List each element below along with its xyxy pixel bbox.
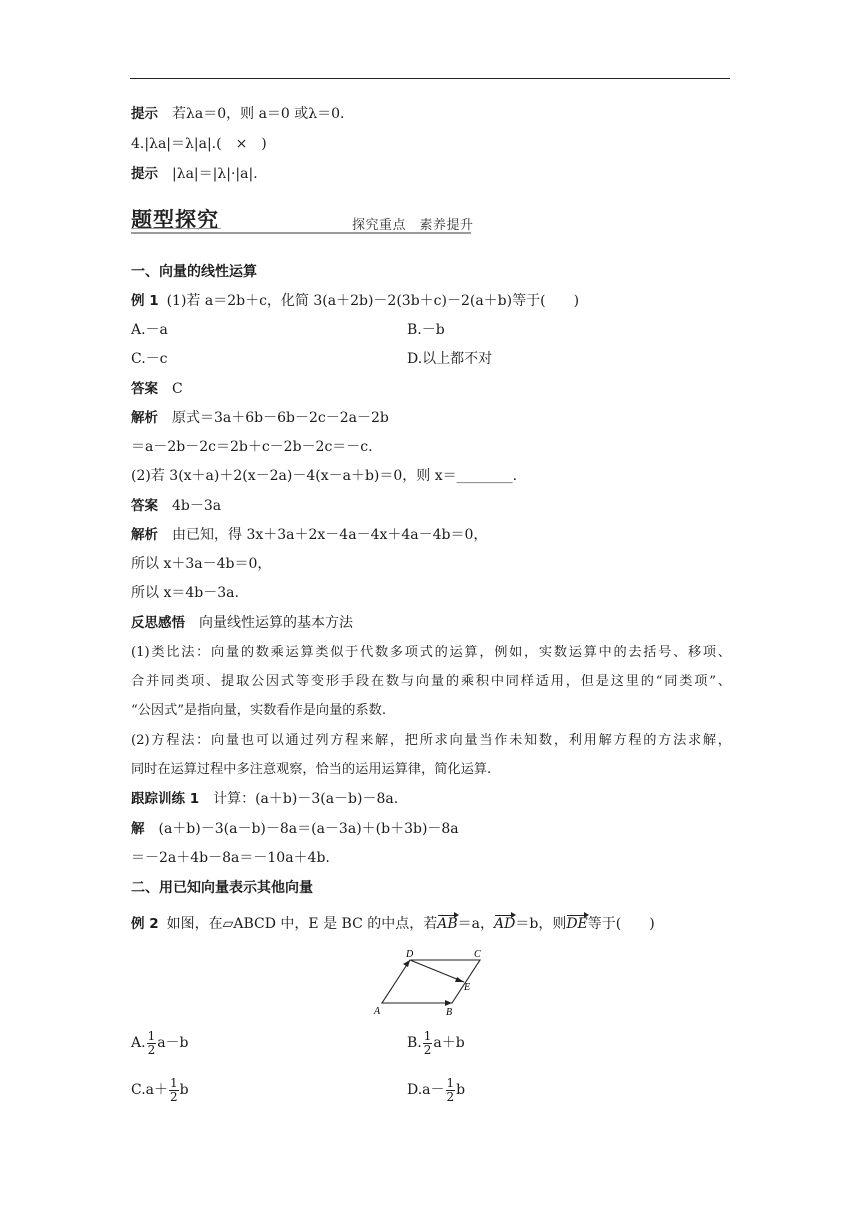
- analysis-line-2: ＝a－2b－2c＝2b＋c－2b－2c＝－c.: [131, 439, 373, 455]
- option-d: D.以上都不对: [407, 351, 493, 367]
- option-a: A.－a: [131, 322, 168, 338]
- point-label-d: D: [406, 949, 414, 960]
- arrow-ab: [445, 1000, 452, 1006]
- option-rest: a＋b: [433, 1035, 465, 1051]
- fraction-half: [423, 1030, 433, 1057]
- option-rest: b: [179, 1082, 189, 1098]
- segment-de: [410, 960, 464, 982]
- arrow-ad: [403, 960, 410, 967]
- numerator: 1: [446, 1075, 455, 1090]
- ex2-option-c: [131, 1076, 189, 1104]
- ex2-option-d: [407, 1076, 465, 1104]
- section-banner-subtitle: 探究重点 素养提升: [352, 218, 474, 233]
- option-prefix: A.: [131, 1035, 146, 1051]
- option-b: B.－b: [407, 322, 445, 338]
- hint-line-1: [131, 104, 345, 124]
- denominator: 2: [170, 1089, 178, 1104]
- hint-text: |λa|＝|λ|·|a|.: [172, 166, 258, 182]
- vector-ab: AB: [437, 916, 458, 932]
- question-part: ＝a，: [457, 916, 495, 932]
- banner-underline-short: [131, 228, 221, 229]
- analysis2-line-3: 所以 x＝4b－3a.: [131, 585, 239, 601]
- denominator: 2: [446, 1089, 455, 1104]
- reflection-heading: [131, 613, 353, 633]
- hint-line-2: [131, 164, 258, 184]
- answer-label: 答案: [131, 381, 158, 397]
- section-title-1: 一、向量的线性运算: [131, 264, 257, 280]
- answer-value: C: [172, 381, 183, 397]
- reflection-title: 向量线性运算的基本方法: [199, 615, 353, 631]
- solution-line-1: [131, 819, 459, 839]
- denominator: 2: [423, 1042, 432, 1057]
- answer-line-2: [131, 496, 221, 516]
- section-title-2: 二、用已知向量表示其他向量: [131, 880, 313, 896]
- hint-label: 提示: [131, 166, 158, 182]
- point-label-c: C: [474, 949, 481, 960]
- reflection-p1-line-3: “公因式”是指向量，实数看作是向量的系数.: [131, 703, 387, 718]
- point-label-b: B: [446, 1007, 453, 1018]
- analysis-label: 解析: [131, 410, 158, 426]
- question-text: (1)若 a＝2b＋c，化简 3(a＋2b)－2(3b＋c)－2(a＋b)等于( ): [166, 293, 580, 309]
- option-prefix: B.: [407, 1035, 422, 1051]
- analysis-label: 解析: [131, 527, 158, 543]
- question-part: 等于( ): [587, 916, 655, 932]
- ex2-option-b: [407, 1029, 465, 1057]
- numerator: 1: [423, 1028, 432, 1043]
- reflection-p2-line-2: 同时在运算过程中多注意观察，恰当的运用运算律，简化运算.: [131, 762, 492, 777]
- solution-label: 解: [131, 821, 145, 837]
- item-4: 4.|λa|＝λ|a|.( × ): [131, 136, 267, 152]
- question-part: 如图，在▱ABCD 中，E 是 BC 的中点，若: [166, 916, 438, 932]
- answer-value: 4b－3a: [172, 498, 222, 514]
- analysis2-line-1: [131, 525, 487, 545]
- fraction-half: [169, 1077, 179, 1104]
- analysis2-line-2: 所以 x＋3a－4b＝0，: [131, 556, 272, 572]
- option-rest: b: [456, 1082, 466, 1098]
- example-label: 例 1: [131, 293, 159, 309]
- reflection-p1-line-2: 合并同类项、提取公因式等变形手段在数与向量的乘积中同样适用，但是这里的“同类项”、: [131, 674, 731, 689]
- example-1-question: [131, 291, 579, 311]
- vector-ad: AD: [494, 916, 516, 932]
- hint-label: 提示: [131, 106, 158, 122]
- analysis-text: 原式＝3a＋6b－6b－2c－2a－2b: [172, 410, 389, 426]
- solution-text: (a＋b)－3(a－b)－8a＝(a－3a)＋(b＋3b)－8a: [158, 821, 459, 837]
- point-label-e: E: [464, 982, 471, 993]
- reflection-p2-line-1: (2)方程法：向量也可以通过列方程来解，把所求向量当作未知数，利用解方程的方法求解，: [131, 733, 731, 748]
- question-part: ＝b，则: [515, 916, 567, 932]
- option-c: C.－c: [131, 351, 168, 367]
- reflection-label: 反思感悟: [131, 615, 185, 631]
- example-label: 例 2: [131, 916, 159, 932]
- analysis-text: 由已知，得 3x＋3a＋2x－4a－4x＋4a－4b＝0，: [172, 527, 488, 543]
- ex2-option-a: [131, 1029, 189, 1057]
- example-2-question: [131, 914, 655, 934]
- tracking-label: 跟踪训练 1: [131, 791, 200, 807]
- example-1-question-2: (2)若 3(x＋a)＋2(x－2a)－4(x－a＋b)＝0，则 x＝________.: [131, 468, 518, 484]
- vector-de: DE: [566, 916, 588, 932]
- option-prefix: D.a－: [407, 1082, 445, 1098]
- reflection-p1-line-1: (1)类比法：向量的数乘运算类似于代数多项式的运算，例如，实数运算中的去括号、移项、: [131, 645, 731, 660]
- tracking-question: 计算：(a＋b)－3(a－b)－8a.: [213, 791, 399, 807]
- answer-label: 答案: [131, 498, 158, 514]
- hint-text: 若λa＝0，则 a＝0 或λ＝0.: [172, 106, 345, 122]
- parallelogram-figure: [372, 944, 502, 1018]
- tracking-exercise-1: [131, 789, 398, 809]
- point-label-a: A: [374, 1006, 381, 1017]
- solution-line-2: ＝－2a＋4b－8a＝－10a＋4b.: [131, 850, 330, 866]
- option-prefix: C.a＋: [131, 1082, 169, 1098]
- header-rule: [130, 78, 730, 79]
- fraction-half: [446, 1077, 456, 1104]
- arrow-de: [455, 977, 464, 982]
- section-banner-title: 题型探究: [131, 208, 219, 232]
- option-rest: a－b: [157, 1035, 189, 1051]
- analysis-line-1: [131, 408, 389, 428]
- denominator: 2: [147, 1042, 156, 1057]
- fraction-half: [147, 1030, 157, 1057]
- answer-line: [131, 379, 183, 399]
- numerator: 1: [147, 1028, 156, 1043]
- numerator: 1: [170, 1075, 178, 1090]
